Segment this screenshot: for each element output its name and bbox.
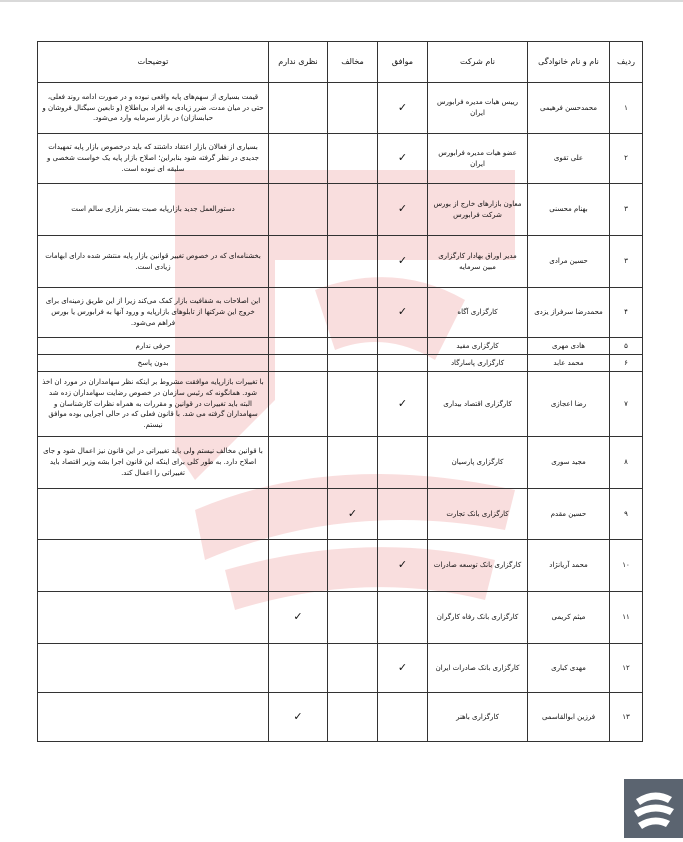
company-cell: کارگزاری مفید xyxy=(428,338,528,355)
check-mark-icon: ✓ xyxy=(397,202,408,216)
company-cell: کارگزاری باهنر xyxy=(428,693,528,742)
name-cell: مهدی کباری xyxy=(528,644,610,693)
company-cell: عضو هیات مدیره فرابورس ایران xyxy=(428,134,528,184)
table-row xyxy=(38,338,643,355)
header-no-opinion: نظری ندارم xyxy=(269,42,328,83)
agree-cell xyxy=(378,338,428,355)
survey-table xyxy=(37,41,643,742)
no-opinion-cell xyxy=(269,184,328,236)
page-top-border xyxy=(0,0,683,2)
row-number-cell: ۱ xyxy=(610,83,643,134)
row-number-cell: ۱۰ xyxy=(610,540,643,592)
no-opinion-cell xyxy=(269,437,328,489)
name-cell: محمد عابد xyxy=(528,355,610,372)
check-mark-icon: ✓ xyxy=(397,396,408,410)
no-opinion-cell xyxy=(269,338,328,355)
table-row xyxy=(38,236,643,288)
table-row xyxy=(38,83,643,134)
check-mark-icon: ✓ xyxy=(347,506,358,520)
row-number-cell: ۲ xyxy=(610,134,643,184)
check-mark-icon: ✓ xyxy=(397,254,408,268)
table-row xyxy=(38,540,643,592)
corner-logo-icon xyxy=(624,779,683,838)
row-number-cell: ۱۱ xyxy=(610,592,643,644)
table-row xyxy=(38,693,643,742)
header-agree: موافق xyxy=(378,42,428,83)
name-cell: محمدحسن فرهیمی xyxy=(528,83,610,134)
table-row xyxy=(38,489,643,540)
check-mark-icon: ✓ xyxy=(397,100,408,114)
oppose-cell xyxy=(328,134,378,184)
company-cell: کارگزاری بانک توسعه صادرات xyxy=(428,540,528,592)
oppose-cell xyxy=(328,83,378,134)
company-cell: رییس هیات مدیره فرابورس ایران xyxy=(428,83,528,134)
company-cell: کارگزاری بانک صادرات ایران xyxy=(428,644,528,693)
description-cell: با تغییرات بازارپایه موافقت مشروط بر اینکه نظر سهامداران در مورد ان اخذ شود. همانگونه که رئیس سازمان در خصوص رضایت سهامداران زده شد البته باید تغییرات در قوانین و مقررات به همراه نظرات کارشناسان و سهامداران گرفته می شد. با قانون فعلی که در حالی اجرایی بوده موافق نیستم. xyxy=(38,372,269,437)
header-oppose: مخالف xyxy=(328,42,378,83)
no-opinion-cell xyxy=(269,372,328,437)
check-mark-icon: ✓ xyxy=(397,151,408,165)
description-cell: حرفی ندارم xyxy=(38,338,269,355)
no-opinion-cell xyxy=(269,355,328,372)
header-row-number: ردیف xyxy=(610,42,643,83)
agree-cell xyxy=(378,644,428,693)
row-number-cell: ۳ xyxy=(610,236,643,288)
table-header-row xyxy=(38,42,643,83)
agree-cell xyxy=(378,372,428,437)
name-cell: میثم کریمی xyxy=(528,592,610,644)
table-row xyxy=(38,437,643,489)
description-cell xyxy=(38,693,269,742)
check-mark-icon: ✓ xyxy=(293,709,303,723)
table-row xyxy=(38,134,643,184)
oppose-cell xyxy=(328,288,378,338)
description-cell: این اصلاحات به شفافیت بازار کمک می‌کند زیرا از این طریق زمینه‌ای برای خروج این شرکتها از تابلوهای بازارپایه و ورود آنها به فرابورس یا بورس فراهم می‌شود. xyxy=(38,288,269,338)
row-number-cell: ۵ xyxy=(610,338,643,355)
agree-cell xyxy=(378,592,428,644)
agree-cell xyxy=(378,83,428,134)
name-cell: بهنام محسنی xyxy=(528,184,610,236)
no-opinion-cell xyxy=(269,540,328,592)
table-row xyxy=(38,592,643,644)
company-cell: معاون بازارهای خارج از بورس شرکت فرابورس xyxy=(428,184,528,236)
table-row xyxy=(38,184,643,236)
agree-cell xyxy=(378,693,428,742)
company-cell: کارگزاری بانک رفاه کارگران xyxy=(428,592,528,644)
row-number-cell: ۱۳ xyxy=(610,693,643,742)
table-row xyxy=(38,355,643,372)
agree-cell xyxy=(378,288,428,338)
name-cell: فرزین ابوالقاسمی xyxy=(528,693,610,742)
row-number-cell: ۱۲ xyxy=(610,644,643,693)
oppose-cell xyxy=(328,489,378,540)
company-cell: کارگزاری پارسیان xyxy=(428,437,528,489)
oppose-cell xyxy=(328,644,378,693)
description-cell: بدون پاسخ xyxy=(38,355,269,372)
agree-cell xyxy=(378,355,428,372)
oppose-cell xyxy=(328,540,378,592)
table-row xyxy=(38,372,643,437)
no-opinion-cell xyxy=(269,236,328,288)
no-opinion-cell xyxy=(269,592,328,644)
agree-cell xyxy=(378,437,428,489)
name-cell: علی تقوی xyxy=(528,134,610,184)
check-mark-icon: ✓ xyxy=(293,610,303,624)
description-cell: با قوانین مخالف نیستم ولی باید تغییراتی در این قانون نیز اعمال شود و جای اصلاح دارد. به طور کلی برای اینکه این قانون اجرا بشه وزیر اقتصاد باید تغییراتی را اعمال کند. xyxy=(38,437,269,489)
description-cell: بسیاری از فعالان بازار اعتقاد داشتند که باید درخصوص بازار پایه تمهیدات جدیدی در نظر گرفته شود بنابراین؛ اصلاح بازار پایه یک خواست شخصی و سلیقه ای نبوده است. xyxy=(38,134,269,184)
name-cell: هادی مهری xyxy=(528,338,610,355)
header-description: توضیحات xyxy=(38,42,269,83)
oppose-cell xyxy=(328,437,378,489)
table-row xyxy=(38,644,643,693)
row-number-cell: ۶ xyxy=(610,355,643,372)
name-cell: رضا اعجازی xyxy=(528,372,610,437)
agree-cell xyxy=(378,236,428,288)
description-cell xyxy=(38,592,269,644)
name-cell: محمد آریانژاد xyxy=(528,540,610,592)
name-cell: حسین مقدم xyxy=(528,489,610,540)
oppose-cell xyxy=(328,372,378,437)
no-opinion-cell xyxy=(269,644,328,693)
row-number-cell: ۴ xyxy=(610,288,643,338)
no-opinion-cell xyxy=(269,83,328,134)
agree-cell xyxy=(378,540,428,592)
agree-cell xyxy=(378,184,428,236)
header-name: نام و نام خانوادگی xyxy=(528,42,610,83)
row-number-cell: ۳ xyxy=(610,184,643,236)
check-mark-icon: ✓ xyxy=(397,660,408,674)
description-cell xyxy=(38,644,269,693)
oppose-cell xyxy=(328,184,378,236)
row-number-cell: ۷ xyxy=(610,372,643,437)
agree-cell xyxy=(378,489,428,540)
oppose-cell xyxy=(328,592,378,644)
no-opinion-cell xyxy=(269,489,328,540)
check-mark-icon: ✓ xyxy=(397,305,408,319)
no-opinion-cell xyxy=(269,288,328,338)
row-number-cell: ۹ xyxy=(610,489,643,540)
company-cell: کارگزاری پاسارگاد xyxy=(428,355,528,372)
description-cell: بخشنامه‌ای که در خصوص تغییر قوانین بازار پایه منتشر شده دارای ابهامات زیادی است. xyxy=(38,236,269,288)
oppose-cell xyxy=(328,693,378,742)
agree-cell xyxy=(378,134,428,184)
name-cell: حسین مرادی xyxy=(528,236,610,288)
oppose-cell xyxy=(328,338,378,355)
header-company: نام شرکت xyxy=(428,42,528,83)
description-cell xyxy=(38,489,269,540)
oppose-cell xyxy=(328,355,378,372)
no-opinion-cell xyxy=(269,134,328,184)
company-cell: کارگزاری آگاه xyxy=(428,288,528,338)
table-row xyxy=(38,288,643,338)
row-number-cell: ۸ xyxy=(610,437,643,489)
company-cell: مدیر اوراق بهادار کارگزاری مبین سرمایه xyxy=(428,236,528,288)
oppose-cell xyxy=(328,236,378,288)
description-cell: قیمت بسیاری از سهم‌های پایه واقعی نبوده و در صورت ادامه روند فعلی، حتی در میان مدت، ضرر زیادی به افراد بی‌اطلاع (و تابعین سیگنال فروشان و حبابسازان) در بازار سرمایه وارد می‌شود. xyxy=(38,83,269,134)
description-cell xyxy=(38,540,269,592)
company-cell: کارگزاری اقتصاد بیداری xyxy=(428,372,528,437)
no-opinion-cell xyxy=(269,693,328,742)
check-mark-icon: ✓ xyxy=(397,558,408,572)
name-cell: مجید سوری xyxy=(528,437,610,489)
name-cell: محمدرضا سرفراز یزدی xyxy=(528,288,610,338)
description-cell: دستورالعمل جدید بازارپایه صبت بستر بازاری سالم است xyxy=(38,184,269,236)
company-cell: کارگزاری بانک تجارت xyxy=(428,489,528,540)
